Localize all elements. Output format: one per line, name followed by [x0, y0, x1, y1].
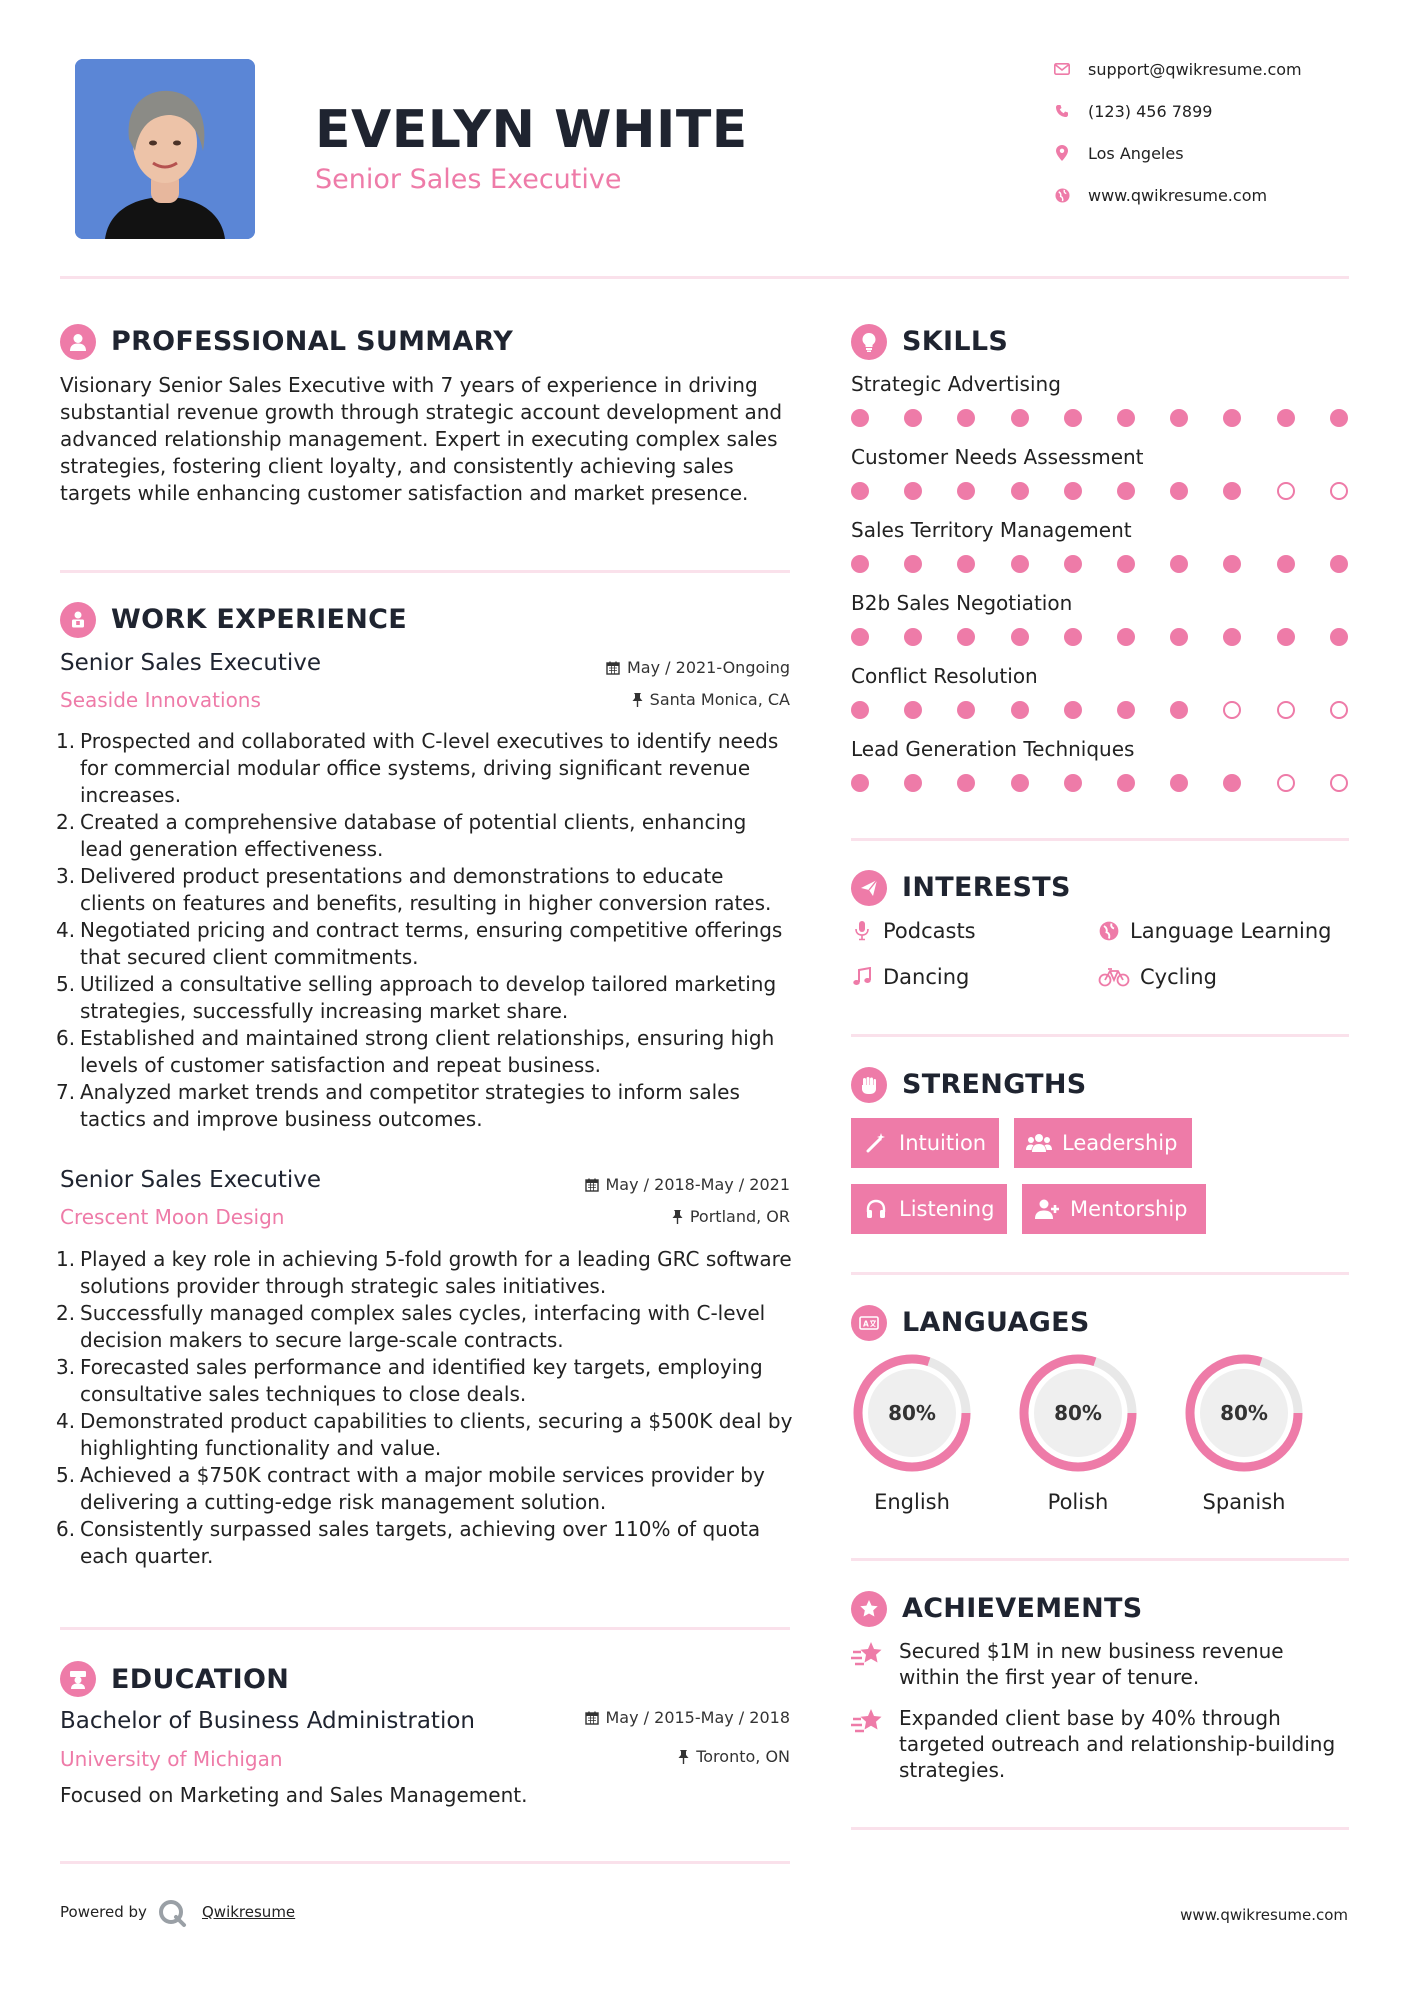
work-heading: WORK EXPERIENCE: [111, 604, 407, 635]
strengths-heading: STRENGTHS: [902, 1069, 1087, 1100]
skill-rating: [851, 774, 1351, 794]
interest-dancing: [851, 962, 969, 992]
rating-dot-filled: [957, 482, 975, 500]
contact-phone-text: (123) 456 7899: [1088, 101, 1213, 121]
interest-label: Podcasts: [883, 919, 976, 943]
achievement-item: [851, 1638, 1349, 1690]
skill-rating: [851, 555, 1351, 575]
rating-dot-filled: [957, 701, 975, 719]
work-divider: [60, 1627, 790, 1630]
rating-dot-filled: [1064, 628, 1082, 646]
job-2-location-text: Portland, OR: [689, 1207, 790, 1226]
job-1-title: Senior Sales Executive: [60, 650, 322, 676]
rating-dot-filled: [1011, 701, 1029, 719]
rating-dot-filled: [851, 409, 869, 427]
rating-dot-filled: [1223, 409, 1241, 427]
rating-dot-filled: [1223, 555, 1241, 573]
education-divider: [60, 1861, 790, 1864]
skill-name: Customer Needs Assessment: [851, 445, 1144, 469]
contact-website[interactable]: [1052, 180, 1267, 210]
language-name: Spanish: [1202, 1490, 1286, 1514]
rating-dot-filled: [1170, 555, 1188, 573]
skill-rating: [851, 701, 1351, 721]
interest-cycling: [1098, 962, 1217, 992]
skills-divider: [851, 838, 1349, 841]
rating-dot-filled: [1170, 701, 1188, 719]
list-item: 2. Successfully managed complex sales cycles, interfacing with C-level decision makers to secure large-scale contracts.: [56, 1301, 766, 1352]
list-item: 3. Forecasted sales performance and identified key targets, employing consultative sales techniques to close deals.: [56, 1355, 763, 1406]
job-2-title: Senior Sales Executive: [60, 1167, 322, 1193]
interest-language-learning: [1098, 916, 1331, 946]
contact-location: [1052, 138, 1184, 168]
calendar-icon: [585, 1711, 599, 1725]
rating-dot-filled: [1064, 701, 1082, 719]
rating-dot-filled: [1223, 628, 1241, 646]
strength-leadership: [1014, 1118, 1192, 1168]
job-1-location-text: Santa Monica, CA: [649, 690, 790, 709]
list-item: 1. Prospected and collaborated with C-level executives to identify needs for commercial modular office systems, driving significant revenue increases.: [56, 729, 779, 807]
job-1-bullets: [56, 728, 795, 1133]
job-2-bullets: [56, 1246, 795, 1570]
rating-dot-filled: [1223, 482, 1241, 500]
summary-divider: [60, 570, 790, 573]
list-item: 5. Utilized a consultative selling approach to develop tailored marketing strategies, successfully increasing market share.: [56, 972, 777, 1023]
skills-heading: SKILLS: [902, 326, 1009, 357]
rating-dot-filled: [1064, 774, 1082, 792]
users-icon: [1026, 1130, 1052, 1156]
list-item: 3. Delivered product presentations and demonstrations to educate clients on features and benefits, resulting in higher conversion rates.: [56, 864, 772, 915]
contact-email-text: support@qwikresume.com: [1088, 59, 1302, 79]
job-2-company: Crescent Moon Design: [60, 1205, 285, 1229]
list-item: 2. Created a comprehensive database of potential clients, enhancing lead generation effectiveness.: [56, 810, 747, 861]
contact-email[interactable]: [1052, 54, 1302, 84]
rating-dot-empty: [1330, 701, 1348, 719]
job-2-date-text: May / 2018-May / 2021: [605, 1175, 790, 1194]
education-school: University of Michigan: [60, 1747, 283, 1771]
candidate-name: EVELYN WHITE: [315, 100, 748, 160]
language-item: [1183, 1352, 1305, 1514]
rating-dot-filled: [1223, 774, 1241, 792]
education-date: [540, 1708, 790, 1727]
job-1-date: [560, 658, 790, 677]
contact-location-text: Los Angeles: [1088, 143, 1184, 163]
achievements-heading: ACHIEVEMENTS: [902, 1593, 1143, 1624]
rating-dot-empty: [1277, 774, 1295, 792]
strength-intuition: [851, 1118, 999, 1168]
strength-label: Listening: [899, 1197, 995, 1221]
rating-dot-empty: [1277, 482, 1295, 500]
skill-name: Conflict Resolution: [851, 664, 1038, 688]
pushpin-icon: [672, 1210, 683, 1224]
rating-dot-empty: [1330, 774, 1348, 792]
rating-dot-filled: [1064, 555, 1082, 573]
rating-dot-filled: [1170, 482, 1188, 500]
rating-dot-filled: [1170, 628, 1188, 646]
education-date-text: May / 2015-May / 2018: [605, 1708, 790, 1727]
contact-website-text: www.qwikresume.com: [1088, 185, 1268, 205]
interest-label: Language Learning: [1130, 919, 1332, 943]
rating-dot-filled: [1277, 409, 1295, 427]
rating-dot-filled: [957, 555, 975, 573]
rating-dot-filled: [1117, 409, 1135, 427]
rating-dot-filled: [904, 409, 922, 427]
interests-heading: INTERESTS: [902, 872, 1071, 903]
rating-dot-filled: [1117, 774, 1135, 792]
rating-dot-filled: [1011, 774, 1029, 792]
rating-dot-filled: [1117, 628, 1135, 646]
rating-dot-filled: [851, 555, 869, 573]
briefcase-user-icon: [60, 602, 96, 638]
list-item: 4. Demonstrated product capabilities to clients, securing a $500K deal by highlighting functionality and value.: [56, 1409, 793, 1460]
list-item: 6. Established and maintained strong client relationships, ensuring high levels of customer satisfaction and repeat business.: [56, 1026, 775, 1077]
skill-name: Lead Generation Techniques: [851, 737, 1135, 761]
strength-mentorship: [1022, 1184, 1206, 1234]
rating-dot-filled: [1011, 628, 1029, 646]
globe-icon: [1098, 920, 1120, 942]
languages-heading: LANGUAGES: [902, 1307, 1090, 1338]
qwikresume-link[interactable]: Qwikresume: [202, 1903, 296, 1921]
skill-rating: [851, 628, 1351, 648]
rating-dot-filled: [1117, 555, 1135, 573]
rating-dot-filled: [851, 774, 869, 792]
svg-text:A: A: [863, 1319, 869, 1329]
strengths-divider: [851, 1272, 1349, 1275]
header-divider: [60, 276, 1349, 279]
education-location-text: Toronto, ON: [696, 1747, 790, 1766]
rating-dot-empty: [1330, 482, 1348, 500]
language-icon: [851, 1305, 887, 1341]
graduate-icon: [60, 1661, 96, 1697]
pushpin-icon: [678, 1750, 689, 1764]
fist-icon: [851, 1067, 887, 1103]
phone-icon: [1052, 101, 1072, 121]
rating-dot-filled: [1064, 482, 1082, 500]
shooting-star-icon: [851, 1638, 885, 1672]
list-item: 7. Analyzed market trends and competitor strategies to inform sales tactics and improve business outcomes.: [56, 1080, 740, 1131]
strength-label: Leadership: [1062, 1131, 1178, 1155]
music-note-icon: [851, 966, 873, 988]
rating-dot-empty: [1223, 701, 1241, 719]
rating-dot-filled: [1170, 409, 1188, 427]
rating-dot-filled: [851, 628, 869, 646]
skill-name: B2b Sales Negotiation: [851, 591, 1073, 615]
skill-name: Strategic Advertising: [851, 372, 1061, 396]
profile-photo: [75, 59, 255, 239]
list-item: 4. Negotiated pricing and contract terms, ensuring competitive offerings that secured client commitments.: [56, 918, 783, 969]
pushpin-icon: [632, 693, 643, 707]
achievement-text: Expanded client base by 40% through targeted outreach and relationship-building strategies.: [899, 1706, 1336, 1782]
rating-dot-filled: [1277, 628, 1295, 646]
rating-dot-filled: [957, 774, 975, 792]
strength-label: Intuition: [899, 1131, 987, 1155]
job-2-location: [560, 1207, 790, 1226]
skill-rating: [851, 482, 1351, 502]
lightbulb-icon: [851, 324, 887, 360]
skill-rating: [851, 409, 1351, 429]
rating-dot-filled: [904, 774, 922, 792]
achievements-divider: [851, 1827, 1349, 1830]
calendar-icon: [606, 661, 620, 675]
paper-plane-icon: [851, 870, 887, 906]
rating-dot-filled: [1330, 628, 1348, 646]
strength-label: Mentorship: [1070, 1197, 1188, 1221]
rating-dot-filled: [904, 701, 922, 719]
star-badge-icon: [851, 1591, 887, 1627]
footer-website-link[interactable]: www.qwikresume.com: [1180, 1906, 1348, 1924]
achievement-text: Secured $1M in new business revenue within the first year of tenure.: [899, 1639, 1284, 1689]
interest-label: Cycling: [1140, 965, 1217, 989]
job-1-company: Seaside Innovations: [60, 688, 261, 712]
rating-dot-filled: [1064, 409, 1082, 427]
achievement-item: [851, 1705, 1349, 1783]
rating-dot-filled: [851, 701, 869, 719]
rating-dot-empty: [1277, 701, 1295, 719]
education-heading: EDUCATION: [111, 1664, 290, 1695]
language-name: Polish: [1047, 1490, 1109, 1514]
language-percent: 80%: [888, 1401, 936, 1425]
headphones-icon: [863, 1196, 889, 1222]
interests-divider: [851, 1034, 1349, 1037]
contact-phone[interactable]: [1052, 96, 1212, 126]
magic-wand-icon: [863, 1130, 889, 1156]
user-icon: [60, 324, 96, 360]
rating-dot-filled: [957, 628, 975, 646]
rating-dot-filled: [957, 409, 975, 427]
microphone-icon: [851, 920, 873, 942]
language-percent: 80%: [1054, 1401, 1102, 1425]
user-plus-icon: [1034, 1196, 1060, 1222]
calendar-icon: [585, 1178, 599, 1192]
job-1-location: [560, 690, 790, 709]
summary-heading: PROFESSIONAL SUMMARY: [111, 326, 514, 357]
rating-dot-filled: [904, 628, 922, 646]
education-location: [560, 1747, 790, 1766]
rating-dot-filled: [1117, 701, 1135, 719]
rating-dot-filled: [1330, 409, 1348, 427]
rating-dot-filled: [1330, 555, 1348, 573]
shooting-star-icon: [851, 1705, 885, 1739]
bicycle-icon: [1098, 966, 1130, 988]
rating-dot-filled: [1011, 409, 1029, 427]
list-item: 6. Consistently surpassed sales targets, achieving over 110% of quota each quarter.: [56, 1517, 761, 1568]
rating-dot-filled: [904, 482, 922, 500]
rating-dot-filled: [1117, 482, 1135, 500]
language-item: [851, 1352, 973, 1514]
rating-dot-filled: [904, 555, 922, 573]
powered-by-label: Powered by: [60, 1903, 147, 1921]
language-percent: 80%: [1220, 1401, 1268, 1425]
rating-dot-filled: [851, 482, 869, 500]
rating-dot-filled: [1170, 774, 1188, 792]
globe-icon: [1052, 185, 1072, 205]
summary-text: Visionary Senior Sales Executive with 7 years of experience in driving substantial revenue growth through strategic account development and advanced relationship management. Expert in executing complex sales strategies, fostering client loyalty, and consistently achieving sales targets while enhancing customer satisfaction and market presence.: [60, 373, 783, 505]
list-item: 5. Achieved a $750K contract with a major mobile services provider by delivering a cutting-edge risk management solution.: [56, 1463, 765, 1514]
interest-label: Dancing: [883, 965, 970, 989]
language-item: [1017, 1352, 1139, 1514]
education-degree: Bachelor of Business Administration: [60, 1708, 475, 1734]
strength-listening: [851, 1184, 1007, 1234]
education-note: Focused on Marketing and Sales Management.: [60, 1783, 528, 1807]
rating-dot-filled: [1277, 555, 1295, 573]
qwikresume-logo-icon: [157, 1898, 187, 1928]
rating-dot-filled: [1011, 482, 1029, 500]
candidate-role: Senior Sales Executive: [315, 164, 622, 195]
list-item: 1. Played a key role in achieving 5-fold growth for a leading GRC software solutions provider through strategic sales initiatives.: [56, 1247, 792, 1298]
interest-podcasts: [851, 916, 976, 946]
rating-dot-filled: [1011, 555, 1029, 573]
languages-divider: [851, 1558, 1349, 1561]
job-2-date: [540, 1175, 790, 1194]
skill-name: Sales Territory Management: [851, 518, 1132, 542]
envelope-icon: [1052, 59, 1072, 79]
job-1-date-text: May / 2021-Ongoing: [627, 658, 790, 677]
language-name: English: [874, 1490, 950, 1514]
location-pin-icon: [1052, 143, 1072, 163]
